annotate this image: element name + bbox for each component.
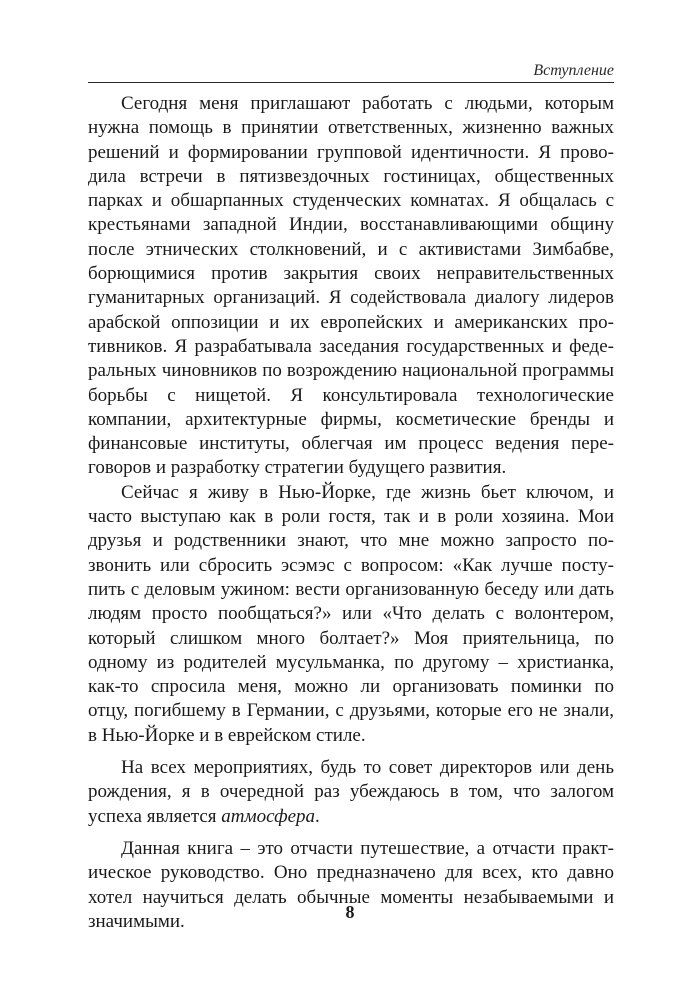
text-line: хотел научиться делать обычные моменты незабываемыми и (88, 886, 614, 908)
text-line: Данная книга – это отчасти путешествие, а отчасти практ- (121, 837, 614, 859)
text-line: финансовые институты, облегчая им процесс ведения пере- (88, 433, 614, 455)
text-line: Сейчас я живу в Нью-Йорке, где жизнь бьет ключом, и (121, 481, 614, 503)
text-line: людям просто пообщаться?» или «Что делать с волонтером, (88, 603, 614, 625)
paragraph-2 (88, 481, 614, 748)
emphasis-word: атмосфера (221, 805, 316, 827)
text-line: говоров и разработку стратегии будущего развития. (88, 457, 507, 479)
text-run: . (315, 805, 320, 827)
text-line: одному из родителей мусульманка, по другому – христианка, (88, 651, 614, 673)
text-line: тивников. Я разрабатывала заседания государственных и феде- (88, 335, 614, 357)
text-line: борьбы с нищетой. Я консультировала технологические (88, 384, 614, 406)
text-line: после этнических столкновений, и с активистами Зимбабве, (88, 238, 614, 260)
text-line: который слишком много болтает?» Моя приятельница, по (88, 627, 614, 649)
text-line: нужна помощь в принятии ответственных, жизненно важных (88, 117, 614, 139)
text-line: значимыми. (88, 910, 185, 932)
text-run: успеха является (88, 805, 222, 827)
running-header (88, 60, 614, 83)
text-line (88, 805, 614, 829)
text-line: решений и формировании групповой идентичности. Я прово- (88, 141, 614, 163)
chapter-title: Вступление (533, 62, 614, 79)
text-line: ическое руководство. Оно предназначено для всех, кто давно (88, 862, 614, 884)
text-line: рождения, я в очередной раз убеждаюсь в том, что залогом (88, 781, 614, 803)
text-line: отцу, погибшему в Германии, с друзьями, которые его не знали, (88, 700, 614, 722)
paragraph-3 (88, 756, 614, 829)
body-text (88, 92, 614, 934)
page-number: 8 (345, 902, 355, 922)
text-line: борющимися против закрытия своих неправительственных (88, 263, 614, 285)
text-line: На всех мероприятиях, будь то совет директоров или день (121, 757, 614, 779)
text-line: парках и обшарпанных студенческих комнатах. Я общалась с (88, 190, 614, 212)
text-line: звонить или сбросить эсэмэс с вопросом: «Как лучше посту- (88, 554, 614, 576)
text-line: Сегодня меня приглашают работать с людьми, которым (121, 93, 614, 114)
text-line: гуманитарных организаций. Я содействовала диалогу лидеров (88, 287, 614, 309)
text-line: дила встречи в пятизвездочных гостиницах, общественных (88, 165, 614, 187)
paragraph-1 (88, 92, 614, 481)
text-line: часто выступаю как в роли гостя, так и в роли хозяина. Мои (88, 506, 614, 528)
text-line: компании, архитектурные фирмы, косметические бренды и (88, 408, 614, 430)
text-line: пить с деловым ужином: вести организованную беседу или дать (88, 578, 614, 600)
text-line: друзья и родственники знают, что мне можно запросто по- (88, 530, 614, 552)
text-line: как-то спросила меня, можно ли организовать поминки по (88, 676, 614, 698)
text-line: ральных чиновников по возрождению национальной программы (88, 360, 614, 382)
text-line: арабской оппозиции и их европейских и американских про- (88, 311, 614, 333)
text-line: в Нью-Йорке и в еврейском стиле. (88, 724, 366, 746)
text-line: крестьянами западной Индии, восстанавливающими общину (88, 214, 614, 236)
